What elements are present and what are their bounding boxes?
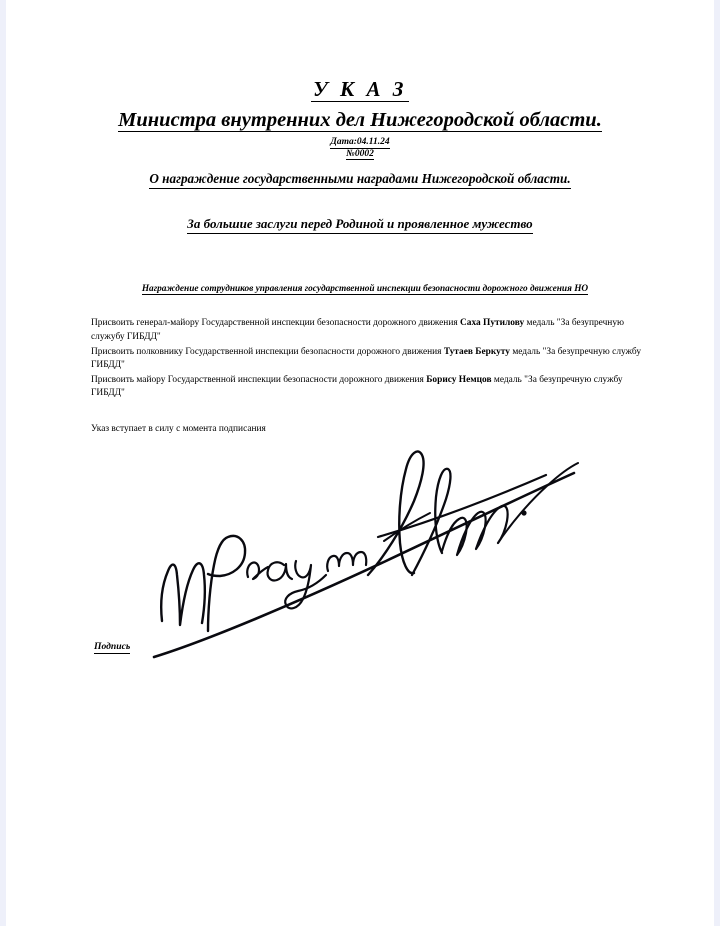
signature-area [6,425,714,670]
award-lead-text: Присвоить полковнику Государственной инспекции безопасности дорожного движения [91,346,444,357]
awards-list [91,317,647,401]
section-heading [84,278,646,296]
document-number-value: №0002 [346,148,374,159]
document-subtitle-wrap [6,108,714,133]
document-subtitle: Министра внутренних дел Нижегородской области. [118,109,602,132]
signature-label: Подпись [94,641,131,652]
merit-line: За большие заслуги перед Родиной и проявленное мужество [187,216,532,234]
award-entry [91,346,647,373]
award-trail-text: медаль "За безупречную служубу ГИБДД" [91,318,625,342]
section-heading-text: Награждение сотрудников управления государственной инспекции безопасности дорожного движения НО [141,283,589,294]
document-number-line [6,149,714,161]
purpose-line: О награждение государственными наградами Нижегородской области. [149,171,570,189]
award-recipient-name: Саха Путилову [460,318,525,329]
document-date-line [6,137,714,149]
award-trail-text: медаль "За безупречную службу ГИБДД" [91,374,623,399]
award-recipient-name: Тутаев Беркуту [443,346,510,357]
purpose-block [6,170,714,189]
document-page [6,0,714,926]
merit-block [6,215,714,234]
award-recipient-name: Борису Немцов [426,374,492,385]
page-title: У К А З [313,77,407,101]
document-date-value: Дата:04.11.24 [330,137,390,148]
award-trail-text: медаль "За безупречную службу ГИБДД" [91,346,642,371]
enactment-clause: Указ вступает в силу с момента подписания [91,424,266,435]
award-entry [91,317,647,344]
title-block [6,0,714,161]
award-entry [91,374,647,401]
award-lead-text: Присвоить майору Государственной инспекции безопасности дорожного движения [91,374,427,385]
award-lead-text: Присвоить генерал-майору Государственной инспекции безопасности дорожного движения [91,318,460,329]
handwritten-signature-icon [146,425,586,660]
